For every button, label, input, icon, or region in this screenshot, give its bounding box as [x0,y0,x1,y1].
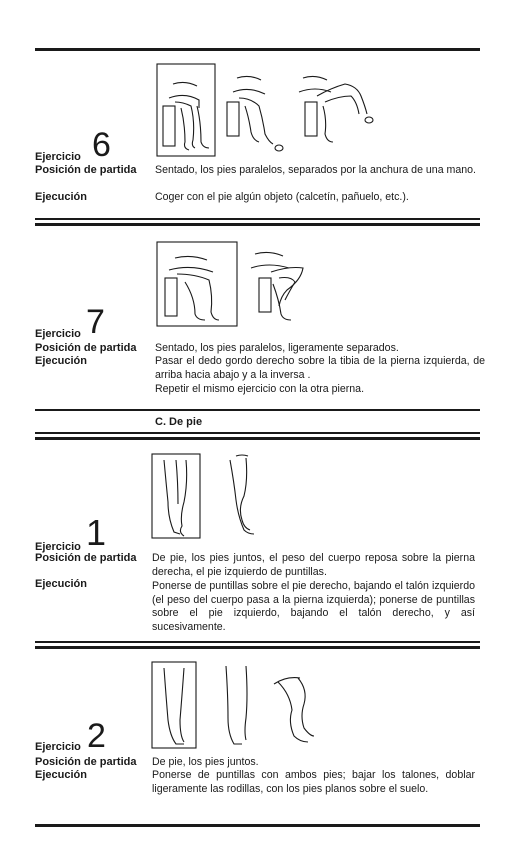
top-rule [35,48,480,51]
exercise-1-ejecucion-text: Ponerse de puntillas sobre el pie derecho, bajando el talón izquierdo (el peso del cuerpo pasa a la pierna izquierda); ponerse de puntillas sobre el pie izquierdo, bajando el talón derecho, y así sucesivamente. [152,580,475,633]
posicion-label: Posición de partida [35,164,137,176]
exercise-2-posicion-text: De pie, los pies juntos. [152,756,259,768]
ejecucion-label: Ejecución [35,578,87,590]
exercise-2-ejecucion-text: Ponerse de puntillas con ambos pies; bajar los talones, doblar ligeramente las rodillas, con los pies planos sobre el suelo. [152,769,475,795]
ejecucion-label: Ejecución [35,769,87,781]
divider-rule [35,437,480,440]
exercise-6-ejecucion-text: Coger con el pie algún objeto (calcetín, pañuelo, etc.). [155,191,409,203]
posicion-label: Posición de partida [35,342,137,354]
exercise-1-posicion-text: De pie, los pies juntos, el peso del cuerpo reposa sobre la pierna derecha, el pie izquierdo de puntillas. [152,552,475,578]
exercise-7-illustration [155,240,325,330]
exercise-2-illustration [150,660,320,755]
posicion-label: Posición de partida [35,756,137,768]
posicion-label: Posición de partida [35,552,137,564]
divider-rule [35,223,480,226]
divider-rule [35,641,480,643]
ejecucion-label: Ejecución [35,191,87,203]
divider-rule [35,218,480,220]
exercise-7-ejecucion-text-2: Repetir el mismo ejercicio con la otra pierna. [155,383,365,395]
divider-rule [35,646,480,649]
exercise-7-number: 7 [86,303,105,341]
exercise-1-number: 1 [86,512,107,553]
divider-rule [35,432,480,434]
ejecucion-label: Ejecución [35,355,87,367]
divider-rule [35,409,480,411]
ejercicio-word: Ejercicio [35,328,81,340]
exercise-7-ejecucion-text: Pasar el dedo gordo derecho sobre la tibia de la pierna izquierda, de arriba hacia abajo y a la inversa . [155,355,485,381]
exercise-6-posicion-text: Sentado, los pies paralelos, separados por la anchura de una mano. [155,164,476,176]
bottom-rule [35,824,480,827]
exercise-7-label [35,328,81,340]
exercise-6-label [35,151,81,163]
exercise-1-illustration [150,452,270,542]
exercise-2-label [35,741,81,753]
section-heading: C. De pie [155,416,203,428]
ejercicio-word: Ejercicio [35,541,81,553]
exercise-7-posicion-text: Sentado, los pies paralelos, ligeramente separados. [155,342,399,354]
ejercicio-word: Ejercicio [35,741,81,753]
exercise-2-number: 2 [87,717,106,755]
ejercicio-word: Ejercicio [35,151,81,163]
exercise-6-illustration [155,62,385,162]
exercise-6-number: 6 [92,126,111,164]
